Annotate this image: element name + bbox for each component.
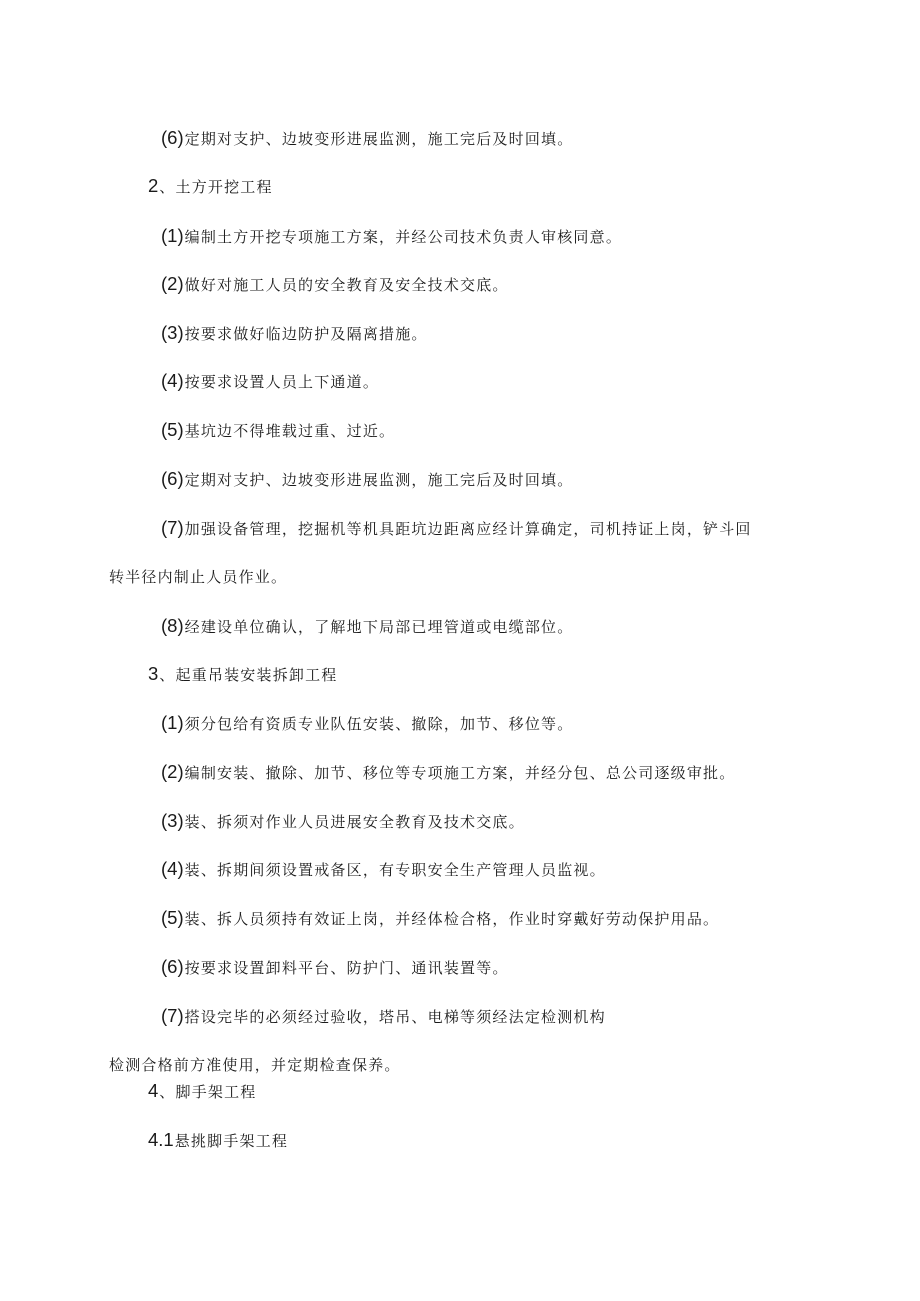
item-7-acceptance-inspection <box>161 1005 606 1028</box>
item-number: (7) <box>161 517 184 538</box>
item-text: 按要求设置卸料平台、防护门、通讯装置等。 <box>184 959 509 977</box>
item-text: 编制安装、撤除、加节、移位等专项施工方案，并经分包、总公司逐级审批。 <box>184 764 736 782</box>
item-text: 按要求做好临边防护及隔离措施。 <box>184 325 428 343</box>
item-4-warning-zone <box>161 858 606 881</box>
section-title: 、起重吊装安装拆卸工程 <box>159 666 338 684</box>
item-number: (6) <box>161 956 184 977</box>
item-text: 装、拆期间须设置戒备区，有专职安全生产管理人员监视。 <box>184 861 606 879</box>
item-5-pit-edge-load <box>161 419 395 442</box>
item-number: (2) <box>161 273 184 294</box>
item-number: (3) <box>161 322 184 343</box>
item-number: (5) <box>161 907 184 928</box>
item-text: 转半径内制止人员作业。 <box>109 568 288 586</box>
item-2-safety-education <box>161 273 509 296</box>
item-number: (7) <box>161 1005 184 1026</box>
section-title: 、土方开挖工程 <box>159 178 273 196</box>
item-8-underground-pipes <box>161 615 573 638</box>
item-2-special-plan <box>161 761 735 784</box>
item-text: 加强设备管理，挖掘机等机具距坑边距离应经计算确定，司机持证上岗，铲斗回 <box>184 520 752 538</box>
item-text: 做好对施工人员的安全教育及安全技术交底。 <box>184 276 509 294</box>
item-number: (6) <box>161 468 184 489</box>
item-number: (4) <box>161 370 184 391</box>
subsection-heading-cantilever-scaffold <box>148 1129 288 1152</box>
item-text: 基坑边不得堆载过重、过近。 <box>184 422 396 440</box>
item-text: 经建设单位确认，了解地下局部已埋管道或电缆部位。 <box>184 618 574 636</box>
item-text: 须分包给有资质专业队伍安装、撤除，加节、移位等。 <box>184 715 574 733</box>
item-5-certified-workers <box>161 907 719 930</box>
section-heading-lifting <box>148 663 338 686</box>
item-text: 检测合格前方准使用，并定期检查保养。 <box>109 1056 401 1074</box>
item-6-support-monitoring-repeat <box>161 468 573 491</box>
item-6-unloading-platform <box>161 956 509 979</box>
item-number: (1) <box>161 225 184 246</box>
item-number: (6) <box>161 127 184 148</box>
item-7-equipment-management <box>161 517 752 540</box>
section-heading-scaffold <box>148 1080 257 1103</box>
item-7-continuation-lifting <box>109 1054 401 1076</box>
item-number: (3) <box>161 810 184 831</box>
section-number: 4 <box>148 1080 159 1101</box>
item-text: 装、拆须对作业人员进展安全教育及技术交底。 <box>184 813 525 831</box>
item-text: 装、拆人员须持有效证上岗，并经体检合格，作业时穿戴好劳动保护用品。 <box>184 910 720 928</box>
subsection-title: 悬挑脚手架工程 <box>174 1132 289 1150</box>
item-7-continuation <box>109 566 287 588</box>
section-number: 3 <box>148 663 159 684</box>
item-text: 按要求设置人员上下通道。 <box>184 373 380 391</box>
section-number: 2 <box>148 175 159 196</box>
item-number: (8) <box>161 615 184 636</box>
item-number: (2) <box>161 761 184 782</box>
section-heading-earthwork <box>148 175 273 198</box>
item-3-edge-protection <box>161 322 428 345</box>
item-text: 定期对支护、边坡变形进展监测，施工完后及时回填。 <box>184 130 574 148</box>
item-4-access-passage <box>161 370 379 393</box>
item-6-support-monitoring <box>161 127 573 150</box>
section-title: 、脚手架工程 <box>159 1083 257 1101</box>
item-text: 定期对支护、边坡变形进展监测，施工完后及时回填。 <box>184 471 574 489</box>
item-1-qualified-subcontract <box>161 712 573 735</box>
item-text: 编制土方开挖专项施工方案，并经公司技术负责人审核同意。 <box>184 228 623 246</box>
item-number: (5) <box>161 419 184 440</box>
item-text: 搭设完毕的必须经过验收，塔吊、电梯等须经法定检测机构 <box>184 1008 606 1026</box>
subsection-number: 4.1 <box>148 1129 174 1150</box>
item-3-worker-briefing <box>161 810 525 833</box>
item-1-earthwork-plan <box>161 225 622 248</box>
item-number: (4) <box>161 858 184 879</box>
item-number: (1) <box>161 712 184 733</box>
